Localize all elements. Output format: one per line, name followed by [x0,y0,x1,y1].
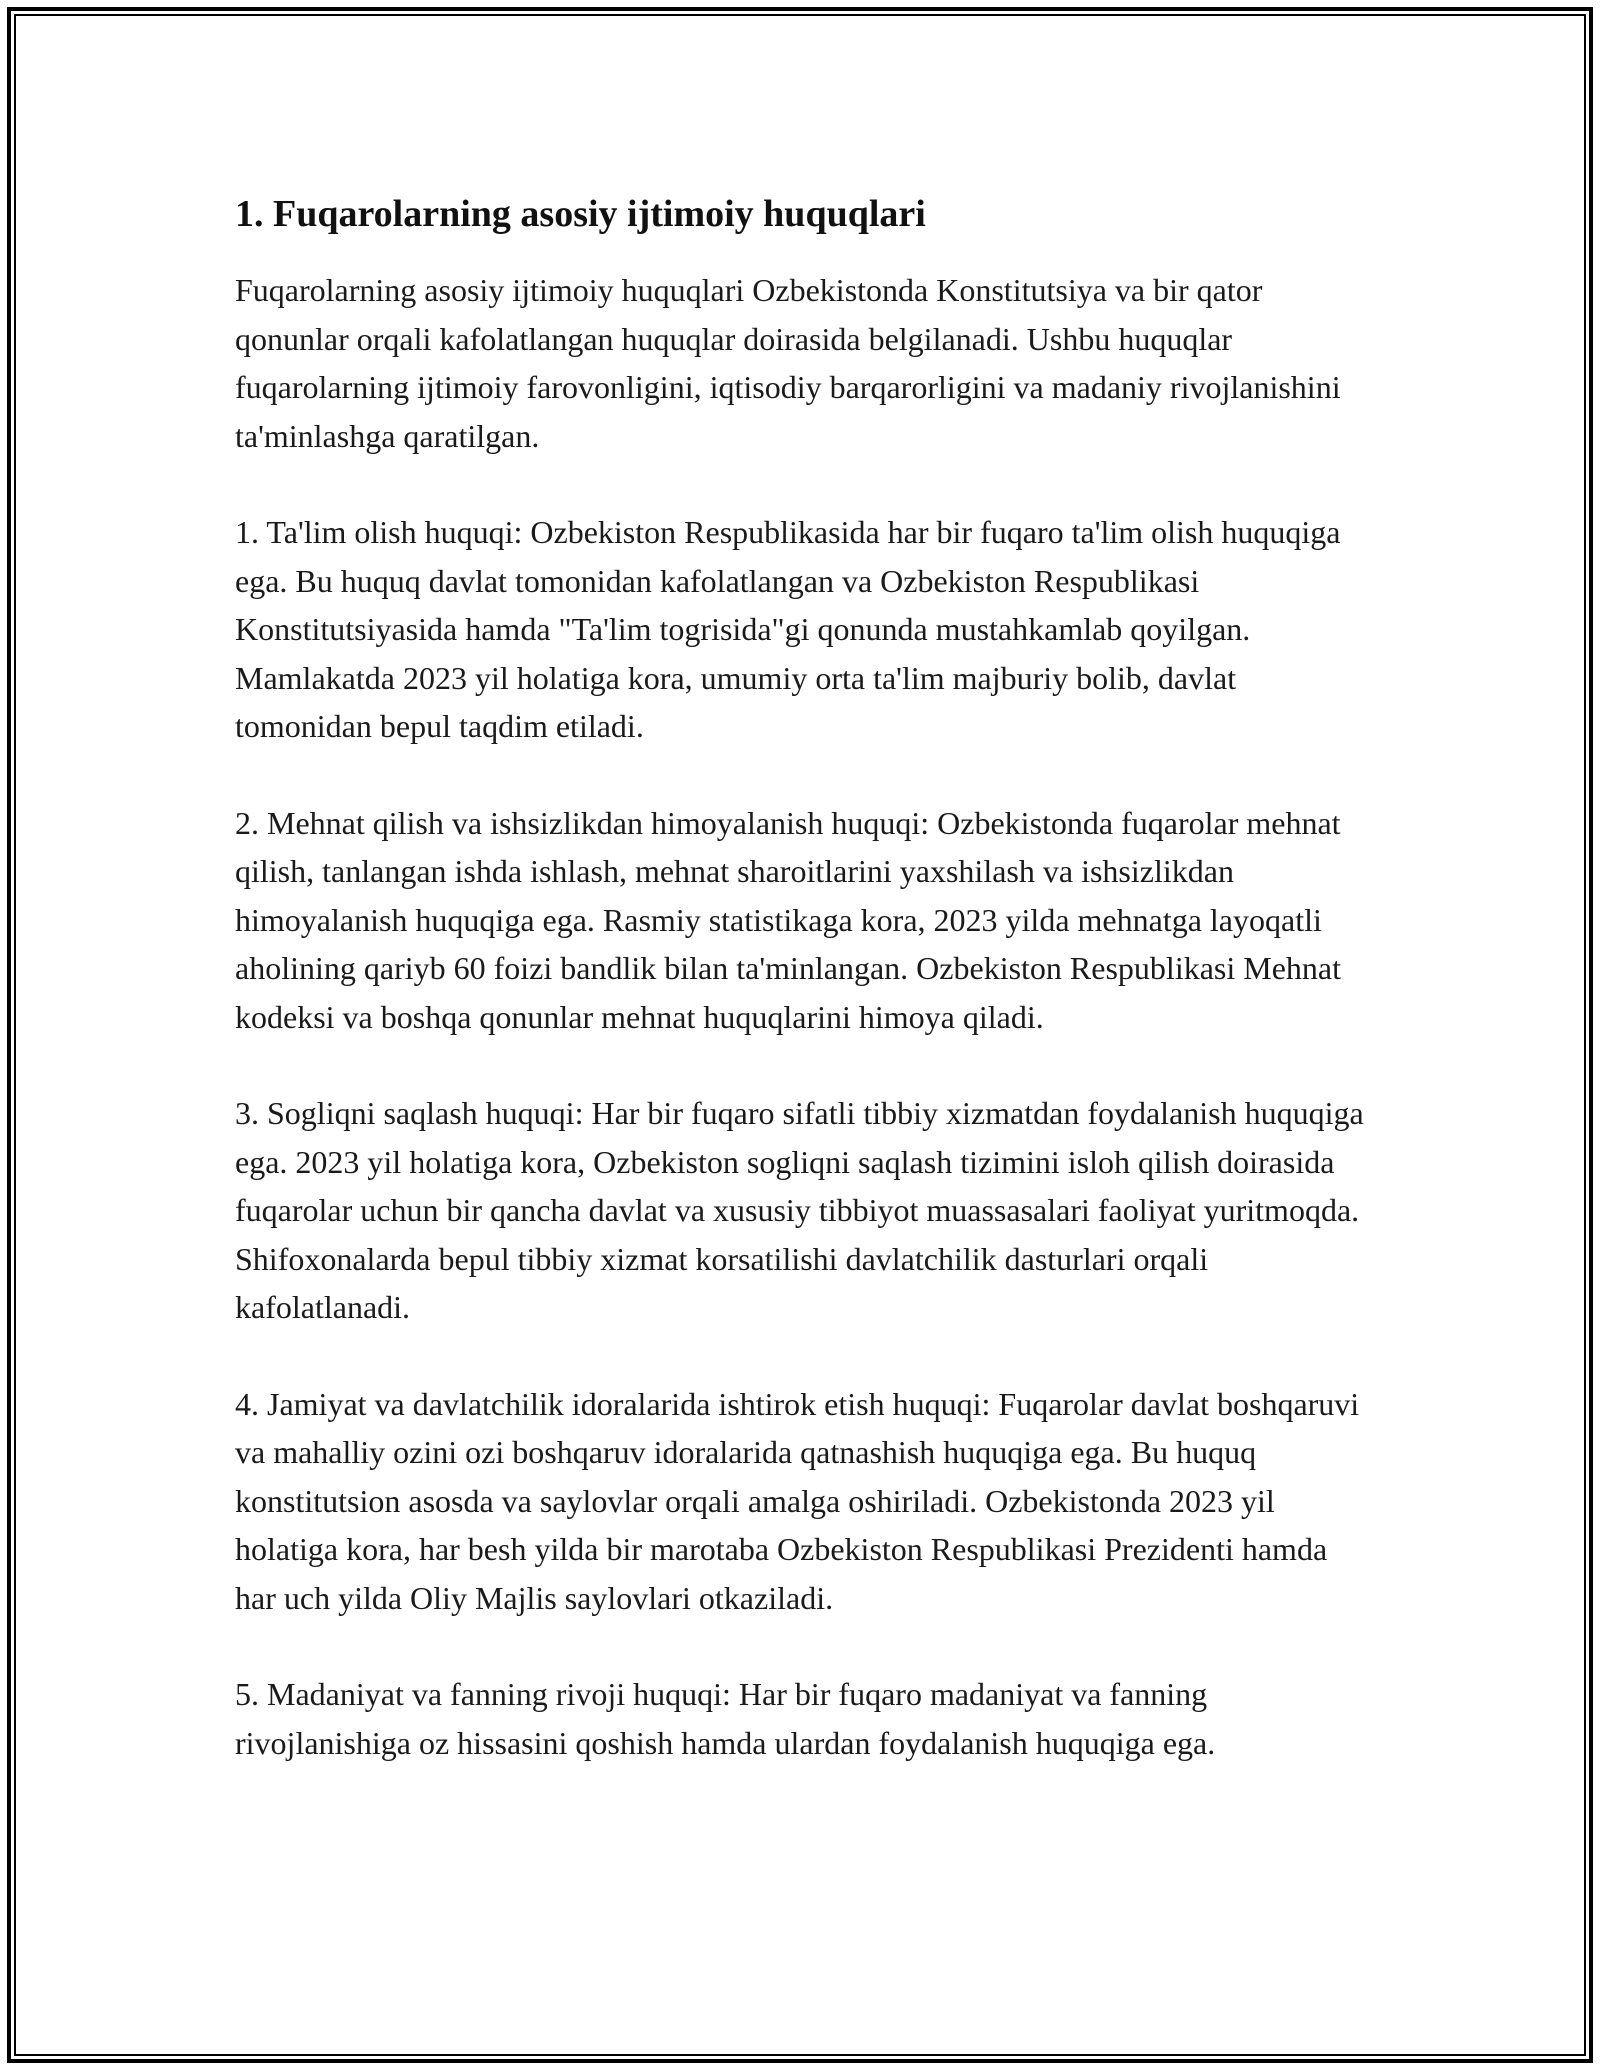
culture-science-right-paragraph: 5. Madaniyat va fanning rivoji huquqi: Har bir fuqaro madaniyat va fanning rivojlanishiga oz hissasini qoshish hamda ulardan foydalanish huquqiga ega. [235,1676,1216,1761]
labor-right-paragraph: 2. Mehnat qilish va ishsizlikdan himoyalanish huquqi: Ozbekistonda fuqarolar mehnat qilish, tanlangan ishda ishlash, mehnat sharoitlarini yaxshilash va ishsizlikdan himoyalanish huquqiga ega. Rasmiy statistikaga kora, 2023 yilda mehnatga layoqatli aholining qariyb 60 foizi bandlik bilan ta'minlangan. Ozbekiston Respublikasi Mehnat kodeksi va boshqa qonunlar mehnat huquqlarini himoya qiladi. [235,804,1341,1035]
education-right-paragraph: 1. Ta'lim olish huquqi: Ozbekiston Respublikasida har bir fuqaro ta'lim olish huquqiga ega. Bu huquq davlat tomonidan kafolatlangan va Ozbekiston Respublikasi Konstitutsiyasida hamda "Ta'lim togrisida"gi qonunda mustahkamlab qoyilgan. Mamlakatda 2023 yil holatiga kora, umumiy orta ta'lim majburiy bolib, davlat tomonidan bepul taqdim etiladi. [235,514,1341,744]
document-page [235,188,1375,1815]
health-right-paragraph: 3. Sogliqni saqlash huquqi: Har bir fuqaro sifatli tibbiy xizmatdan foydalanish huquqiga ega. 2023 yil holatiga kora, Ozbekiston sogliqni saqlash tizimini isloh qilish doirasida fuqarolar uchun bir qancha davlat va xususiy tibbiyot muassasalari faoliyat yuritmoqda. Shifoxonalarda bepul tibbiy xizmat korsatilishi davlatchilik dasturlari orqali kafolatlanadi. [235,1095,1364,1325]
document-title: 1. Fuqarolarning asosiy ijtimoiy huquqlari [235,193,926,235]
intro-paragraph: Fuqarolarning asosiy ijtimoiy huquqlari Ozbekistonda Konstitutsiya va bir qator qonunlar orqali kafolatlangan huquqlar doirasida belgilanadi. Ushbu huquqlar fuqarolarning ijtimoiy farovonligini, iqtisodiy barqarorligini va madaniy rivojlanishini ta'minlashga qaratilgan. [235,272,1341,454]
participation-right-paragraph: 4. Jamiyat va davlatchilik idoralarida ishtirok etish huquqi: Fuqarolar davlat boshqaruvi va mahalliy ozini ozi boshqaruv idoralarida qatnashish huquqiga ega. Bu huquq konstitutsion asosda va saylovlar orqali amalga oshiriladi. Ozbekistonda 2023 yil holatiga kora, har besh yilda bir marotaba Ozbekiston Respublikasi Prezidenti hamda har uch yilda Oliy Majlis saylovlari otkaziladi. [235,1385,1360,1616]
